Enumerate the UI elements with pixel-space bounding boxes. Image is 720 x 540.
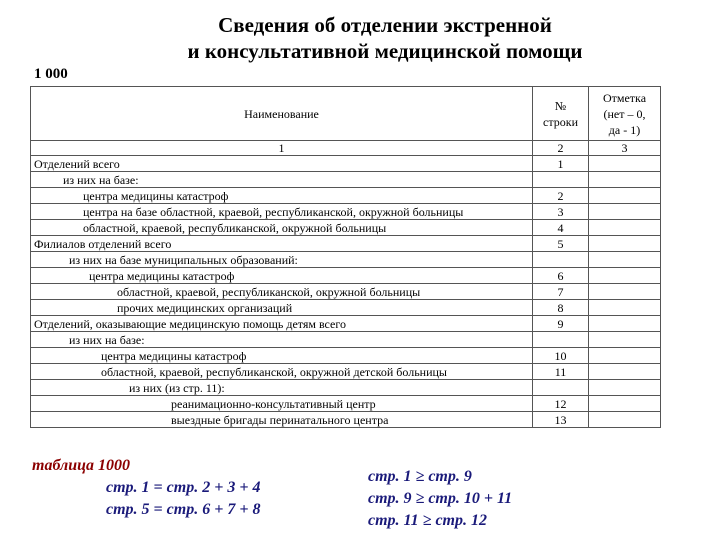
table-row [31, 380, 661, 396]
row-number: 2 [533, 188, 589, 204]
row-mark-cell[interactable] [589, 268, 661, 284]
table-row [31, 204, 661, 220]
table-row [31, 348, 661, 364]
header-mark-line2: (нет – 0, [603, 106, 646, 121]
row-mark-cell[interactable] [589, 332, 661, 348]
row-name: реанимационно-консультативный центр [31, 396, 533, 412]
table-row [31, 332, 661, 348]
column-number-row [31, 141, 661, 156]
formula-line: стр. 1 ≥ стр. 9 [368, 468, 472, 485]
title-line-1: Сведения об отделении экстренной [218, 13, 552, 37]
row-mark-cell[interactable] [589, 156, 661, 172]
table-row [31, 300, 661, 316]
row-mark-cell[interactable] [589, 364, 661, 380]
form-code: 1 000 [34, 66, 68, 82]
table-header-row [31, 87, 661, 141]
row-mark-cell[interactable] [589, 188, 661, 204]
row-name: Отделений всего [31, 156, 533, 172]
row-number [533, 380, 589, 396]
row-name: из них на базе: [31, 332, 533, 348]
row-number: 11 [533, 364, 589, 380]
row-name: выездные бригады перинатального центра [31, 412, 533, 428]
table-row [31, 412, 661, 428]
table-row [31, 316, 661, 332]
header-name: Наименование [31, 87, 533, 141]
row-mark-cell[interactable] [589, 236, 661, 252]
row-number [533, 172, 589, 188]
table-row [31, 188, 661, 204]
row-name: из них на базе муниципальных образований: [31, 252, 533, 268]
header-mark-line1: Отметка [602, 90, 647, 105]
table-row [31, 396, 661, 412]
row-number: 4 [533, 220, 589, 236]
formula-table-title: таблица 1000 [32, 457, 131, 474]
row-mark-cell[interactable] [589, 412, 661, 428]
table-row [31, 236, 661, 252]
page-title [150, 12, 620, 64]
header-row-number-line2: строки [543, 114, 578, 129]
row-number: 6 [533, 268, 589, 284]
row-mark-cell[interactable] [589, 172, 661, 188]
row-number: 10 [533, 348, 589, 364]
row-mark-cell[interactable] [589, 252, 661, 268]
row-name: Отделений, оказывающие медицинскую помощь детям всего [31, 316, 533, 332]
header-row-number-line1: № [554, 98, 567, 113]
row-name: центра на базе областной, краевой, республиканской, окружной больницы [31, 204, 533, 220]
row-name: областной, краевой, республиканской, окружной детской больницы [31, 364, 533, 380]
row-name: областной, краевой, республиканской, окружной больницы [31, 220, 533, 236]
row-mark-cell[interactable] [589, 220, 661, 236]
row-mark-cell[interactable] [589, 204, 661, 220]
row-name: из них на базе: [31, 172, 533, 188]
row-number: 9 [533, 316, 589, 332]
table-row [31, 172, 661, 188]
row-mark-cell[interactable] [589, 380, 661, 396]
row-name: центра медицины катастроф [31, 268, 533, 284]
row-number: 13 [533, 412, 589, 428]
row-number: 3 [533, 204, 589, 220]
row-name: областной, краевой, республиканской, окружной больницы [31, 284, 533, 300]
header-row-number [533, 87, 589, 141]
row-number [533, 332, 589, 348]
row-mark-cell[interactable] [589, 396, 661, 412]
row-name: прочих медицинских организаций [31, 300, 533, 316]
row-number: 1 [533, 156, 589, 172]
row-name: Филиалов отделений всего [31, 236, 533, 252]
row-mark-cell[interactable] [589, 348, 661, 364]
column-number-3: 3 [589, 141, 661, 156]
row-mark-cell[interactable] [589, 316, 661, 332]
data-table [30, 86, 661, 428]
formula-line: стр. 11 ≥ стр. 12 [368, 512, 487, 529]
row-name: центра медицины катастроф [31, 348, 533, 364]
table-row [31, 156, 661, 172]
column-number-2: 2 [533, 141, 589, 156]
row-number: 5 [533, 236, 589, 252]
table-row [31, 252, 661, 268]
table-row [31, 364, 661, 380]
formula-line: стр. 5 = стр. 6 + 7 + 8 [106, 501, 261, 518]
row-number: 8 [533, 300, 589, 316]
row-name: центра медицины катастроф [31, 188, 533, 204]
control-formulas-right [368, 466, 688, 532]
row-number: 7 [533, 284, 589, 300]
title-line-2: и консультативной медицинской помощи [187, 39, 583, 63]
table-row [31, 220, 661, 236]
header-mark-line3: да - 1) [608, 122, 641, 137]
control-formulas-left [32, 455, 332, 521]
header-mark [589, 87, 661, 141]
row-mark-cell[interactable] [589, 284, 661, 300]
table-row [31, 284, 661, 300]
row-number: 12 [533, 396, 589, 412]
row-number [533, 252, 589, 268]
formula-line: стр. 1 = стр. 2 + 3 + 4 [106, 479, 261, 496]
table-row [31, 268, 661, 284]
column-number-1: 1 [31, 141, 533, 156]
row-mark-cell[interactable] [589, 300, 661, 316]
row-name: из них (из стр. 11): [31, 380, 533, 396]
formula-line: стр. 9 ≥ стр. 10 + 11 [368, 490, 513, 507]
